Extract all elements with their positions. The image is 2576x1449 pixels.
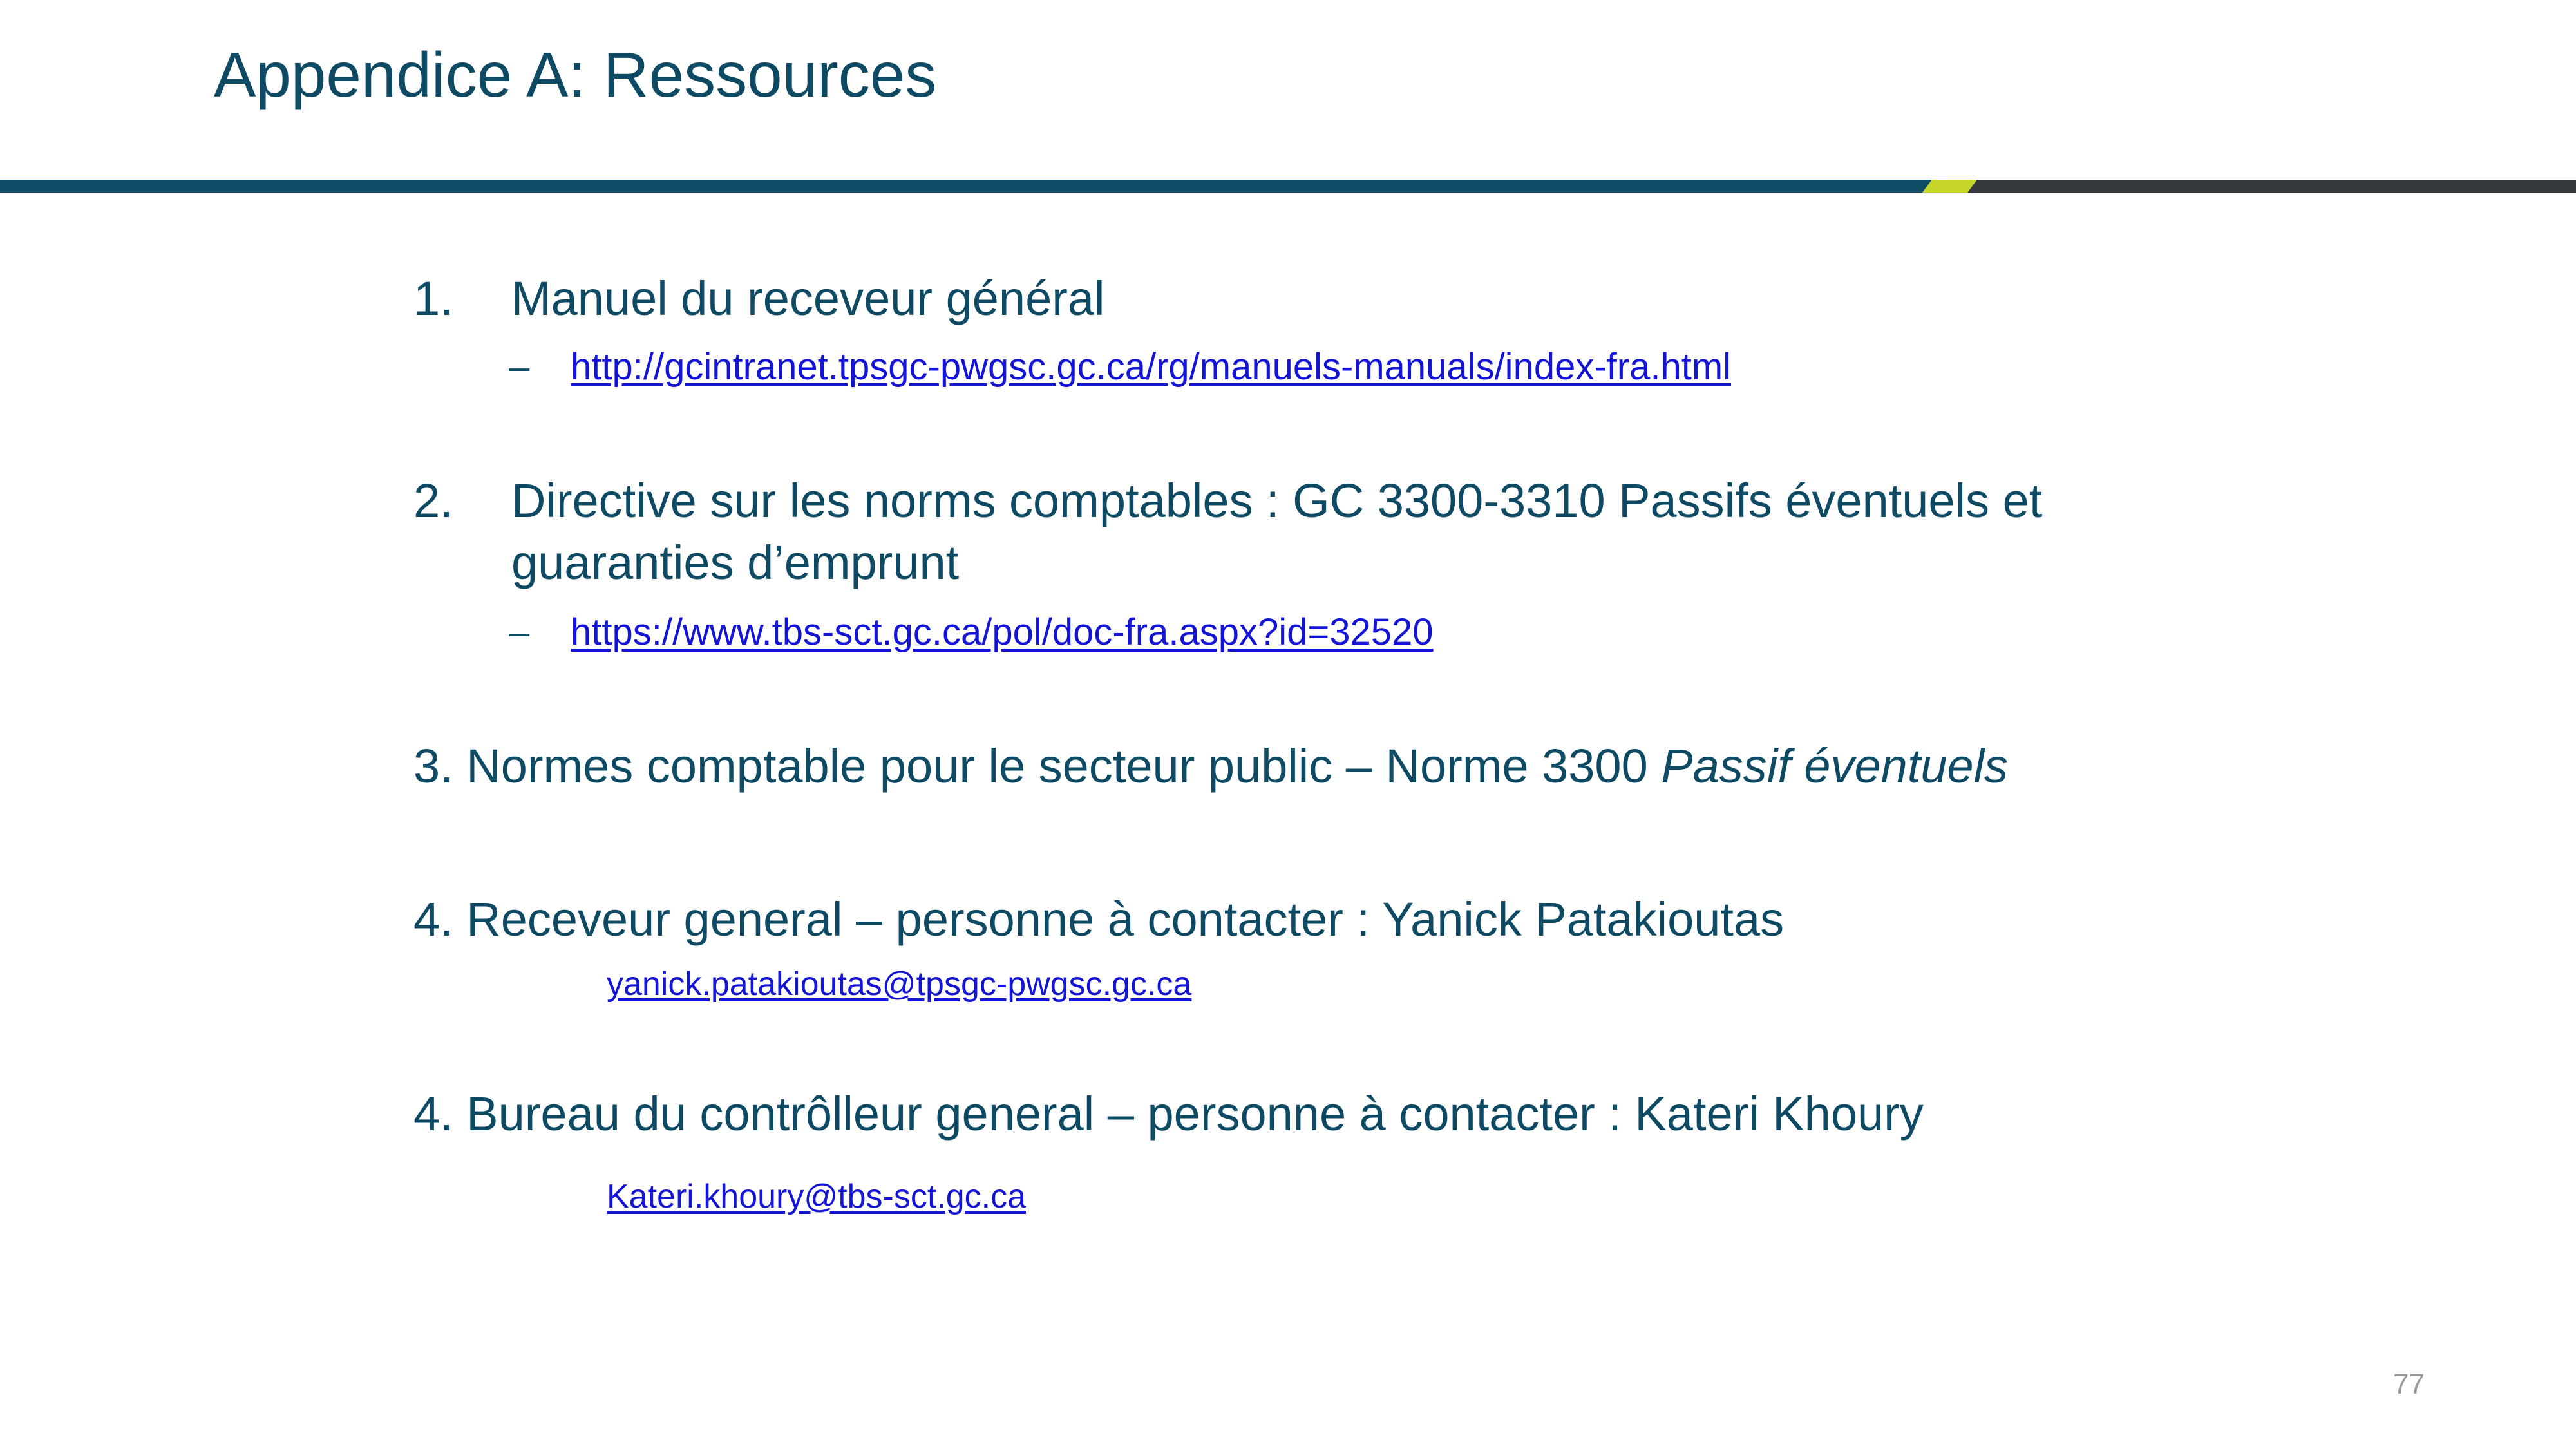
contact-email-kateri[interactable]: Kateri.khoury@tbs-sct.gc.ca — [607, 1178, 1027, 1215]
resource-item-5 — [413, 1083, 1924, 1145]
manuel-receveur-link[interactable]: http://gcintranet.tpsgc-pwgsc.gc.ca/rg/manuels-manuals/index-fra.html — [571, 346, 1732, 388]
item-text: Manuel du receveur général — [511, 272, 1105, 325]
item-text-italic: Passif éventuels — [1661, 739, 2009, 793]
resource-item-1 — [413, 268, 1959, 330]
sub-bullet-dash: – — [509, 611, 530, 653]
item-text: 3. Normes comptable pour le secteur public – Norme 3300 — [413, 739, 1662, 793]
resource-item-3 — [413, 735, 2008, 797]
header-divider-band — [0, 180, 2576, 193]
resource-item-4 — [413, 889, 1784, 951]
item-text-line1: Directive sur les norms comptables : GC 3300-3310 Passifs éventuels et — [511, 474, 2043, 527]
header-band-teal — [0, 180, 1932, 193]
item-text: 4. Bureau du contrôlleur general – personne à contacter : Kateri Khoury — [413, 1087, 1924, 1141]
contact-email-yanick[interactable]: yanick.patakioutas@tpsgc-pwgsc.gc.ca — [607, 965, 1192, 1003]
item-number: 2. — [413, 474, 453, 527]
item-text-line2: guaranties d’emprunt — [511, 536, 960, 589]
page-number: 77 — [2393, 1368, 2425, 1400]
header-band-dark — [1967, 180, 2576, 193]
item-text: 4. Receveur general – personne à contacter : Yanick Patakioutas — [413, 893, 1785, 946]
resource-item-2 — [413, 470, 2217, 594]
item-number: 1. — [413, 272, 453, 325]
directive-normes-link[interactable]: https://www.tbs-sct.gc.ca/pol/doc-fra.aspx?id=32520 — [571, 611, 1434, 653]
slide-title: Appendice A: Ressources — [214, 39, 937, 110]
sub-bullet-dash: – — [509, 346, 530, 388]
